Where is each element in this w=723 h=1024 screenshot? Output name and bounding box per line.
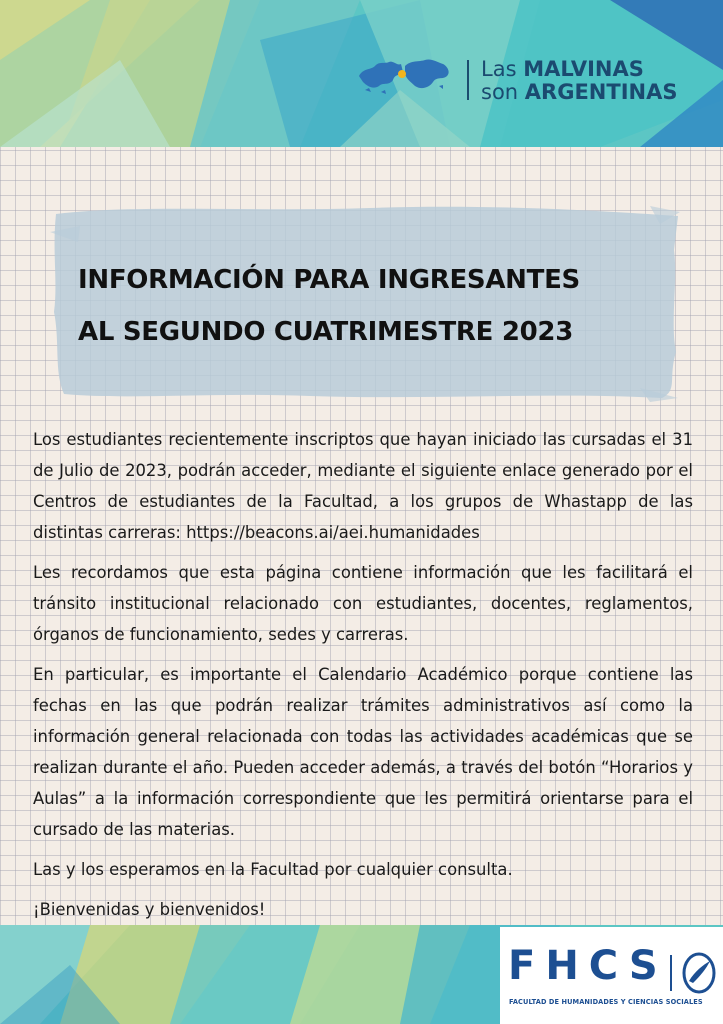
malvinas-slogan-logo — [355, 48, 705, 110]
slogan-text — [481, 58, 677, 104]
slogan-line2-bold: ARGENTINAS — [524, 80, 678, 104]
malvinas-map-icon — [355, 52, 460, 102]
body-content — [33, 424, 693, 934]
paragraph-reminder: Les recordamos que esta página contiene información que les facilitará el tránsito institucional relacionado con estudiantes, docentes, reglamentos, órganos de funcionamiento, sedes y carreras. — [33, 563, 693, 644]
slogan-line2: son — [481, 80, 519, 104]
paragraph-calendar: En particular, es importante el Calendario Académico porque contiene las fechas en las que podrán realizar trámites administrativos así como la información general relacionada con todas las actividades académicas que se realizan durante el año. Pueden acceder además, a través del botón “Horarios y Aulas” a la información correspondiente que les permitirá orientarse para el cursado de las materias. — [33, 665, 693, 839]
paragraph-welcome: ¡Bienvenidas y bienvenidos! — [33, 900, 266, 919]
title-block — [50, 202, 680, 402]
fhcs-emblem-icon — [679, 951, 719, 995]
slogan-divider — [467, 60, 469, 100]
fhcs-logo — [500, 927, 723, 1024]
page-title — [78, 254, 678, 358]
header-banner — [0, 0, 723, 147]
paragraph-enrollment: Los estudiantes recientemente inscriptos que hayan iniciado las cursadas el 31 de Julio de 2023, podrán acceder, mediante el siguiente enlace generado por el Centros de estudiantes de la Facultad, a los grupos de Whastapp de las distintas carreras: https://beacons.ai/aei.humanidades — [33, 430, 693, 542]
title-line2: AL SEGUNDO CUATRIMESTRE 2023 — [78, 317, 573, 347]
fhcs-full-name: FACULTAD DE HUMANIDADES Y CIENCIAS SOCIALES — [509, 998, 703, 1006]
fhcs-divider — [670, 955, 672, 991]
fhcs-acronym: FHCS — [508, 943, 668, 989]
title-line1: INFORMACIÓN PARA INGRESANTES — [78, 265, 580, 295]
paragraph-contact: Las y los esperamos en la Facultad por cualquier consulta. — [33, 860, 513, 879]
slogan-line1: Las — [481, 57, 517, 81]
slogan-line1-bold: MALVINAS — [523, 57, 644, 81]
